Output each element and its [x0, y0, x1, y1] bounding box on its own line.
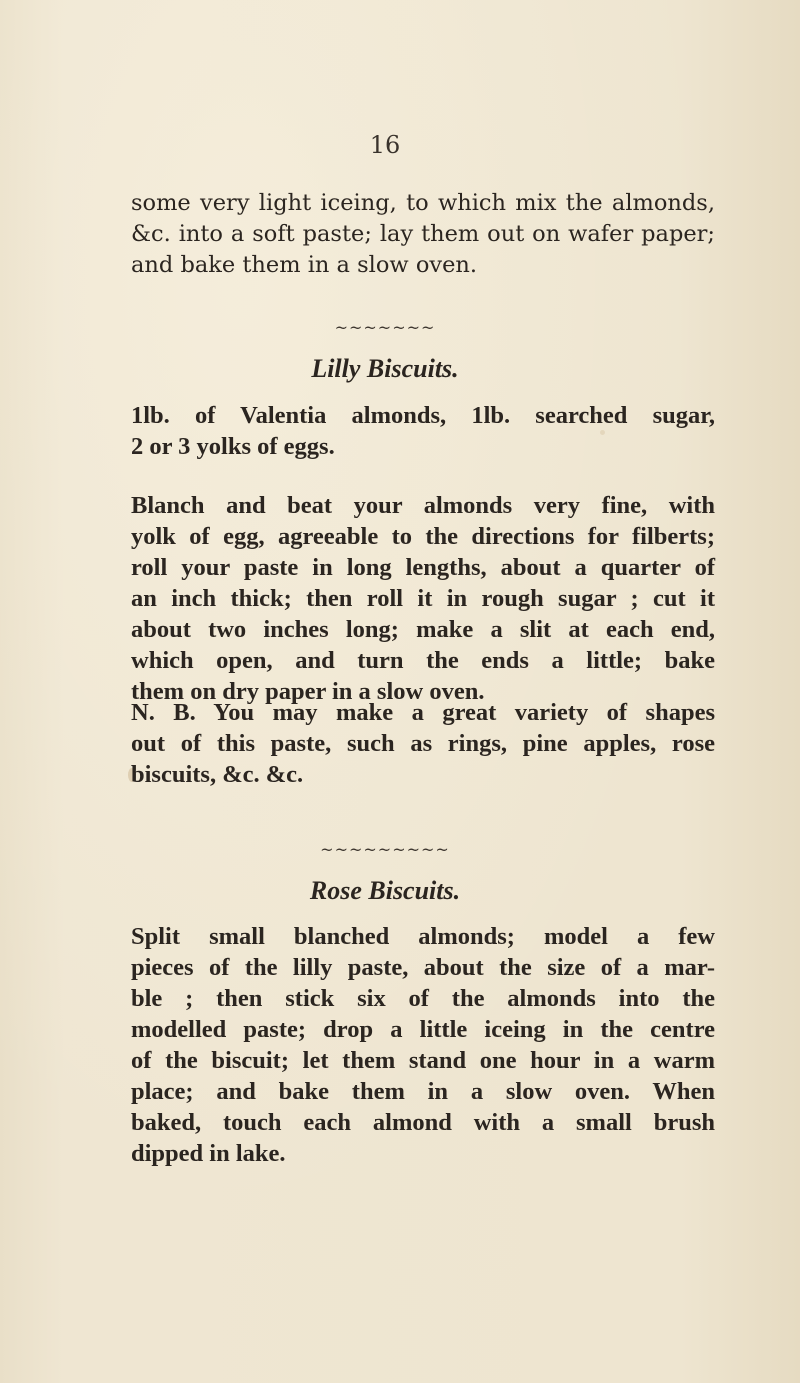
section-divider-ornament: ~~~~~~~: [334, 318, 436, 337]
text-line: Blanch and beat your almonds very fine, with: [131, 492, 715, 519]
text-line: out of this paste, such as rings, pine apples, rose: [131, 730, 715, 757]
text-line: 1lb. of Valentia almonds, 1lb. searched sugar,: [131, 402, 715, 429]
text-line: which open, and turn the ends a little; bake: [131, 647, 715, 674]
text-line: Split small blanched almonds; model a few: [131, 923, 715, 950]
text-line: and bake them in a slow oven.: [131, 252, 478, 278]
text-line: &c. into a soft paste; lay them out on wafer paper;: [131, 221, 715, 247]
text-line: modelled paste; drop a little iceing in the centre: [131, 1016, 715, 1043]
text-line: of the biscuit; let them stand one hour in a warm: [131, 1047, 715, 1074]
section-heading-rose-biscuits: Rose Biscuits.: [309, 876, 461, 905]
section-heading-lilly-biscuits: Lilly Biscuits.: [311, 354, 459, 383]
text-line: place; and bake them in a slow oven. When: [131, 1078, 715, 1105]
lilly-ingredients: [131, 400, 715, 462]
intro-paragraph: [131, 188, 715, 281]
text-line: pieces of the lilly paste, about the size of a mar-: [131, 954, 715, 981]
text-line: about two inches long; make a slit at each end,: [131, 616, 715, 643]
rose-method: [131, 921, 715, 1169]
page-number: 16: [369, 131, 401, 159]
text-line: yolk of egg, agreeable to the directions for filberts;: [131, 523, 715, 550]
text-line: biscuits, &c. &c.: [131, 761, 304, 788]
text-line: 2 or 3 yolks of eggs.: [131, 433, 335, 460]
text-line: them on dry paper in a slow oven.: [131, 678, 485, 705]
text-line: roll your paste in long lengths, about a quarter of: [131, 554, 715, 581]
lilly-note: [131, 697, 715, 790]
text-line: an inch thick; then roll it in rough sugar ; cut it: [131, 585, 715, 612]
text-line: N. B. You may make a great variety of shapes: [131, 699, 715, 726]
text-line: ble ; then stick six of the almonds into the: [131, 985, 715, 1012]
section-divider-ornament: ~~~~~~~~~: [320, 840, 450, 859]
text-line: dipped in lake.: [131, 1140, 286, 1167]
lilly-method: [131, 490, 715, 707]
text-line: some very light iceing, to which mix the almonds,: [131, 190, 715, 216]
text-line: baked, touch each almond with a small brush: [131, 1109, 715, 1136]
